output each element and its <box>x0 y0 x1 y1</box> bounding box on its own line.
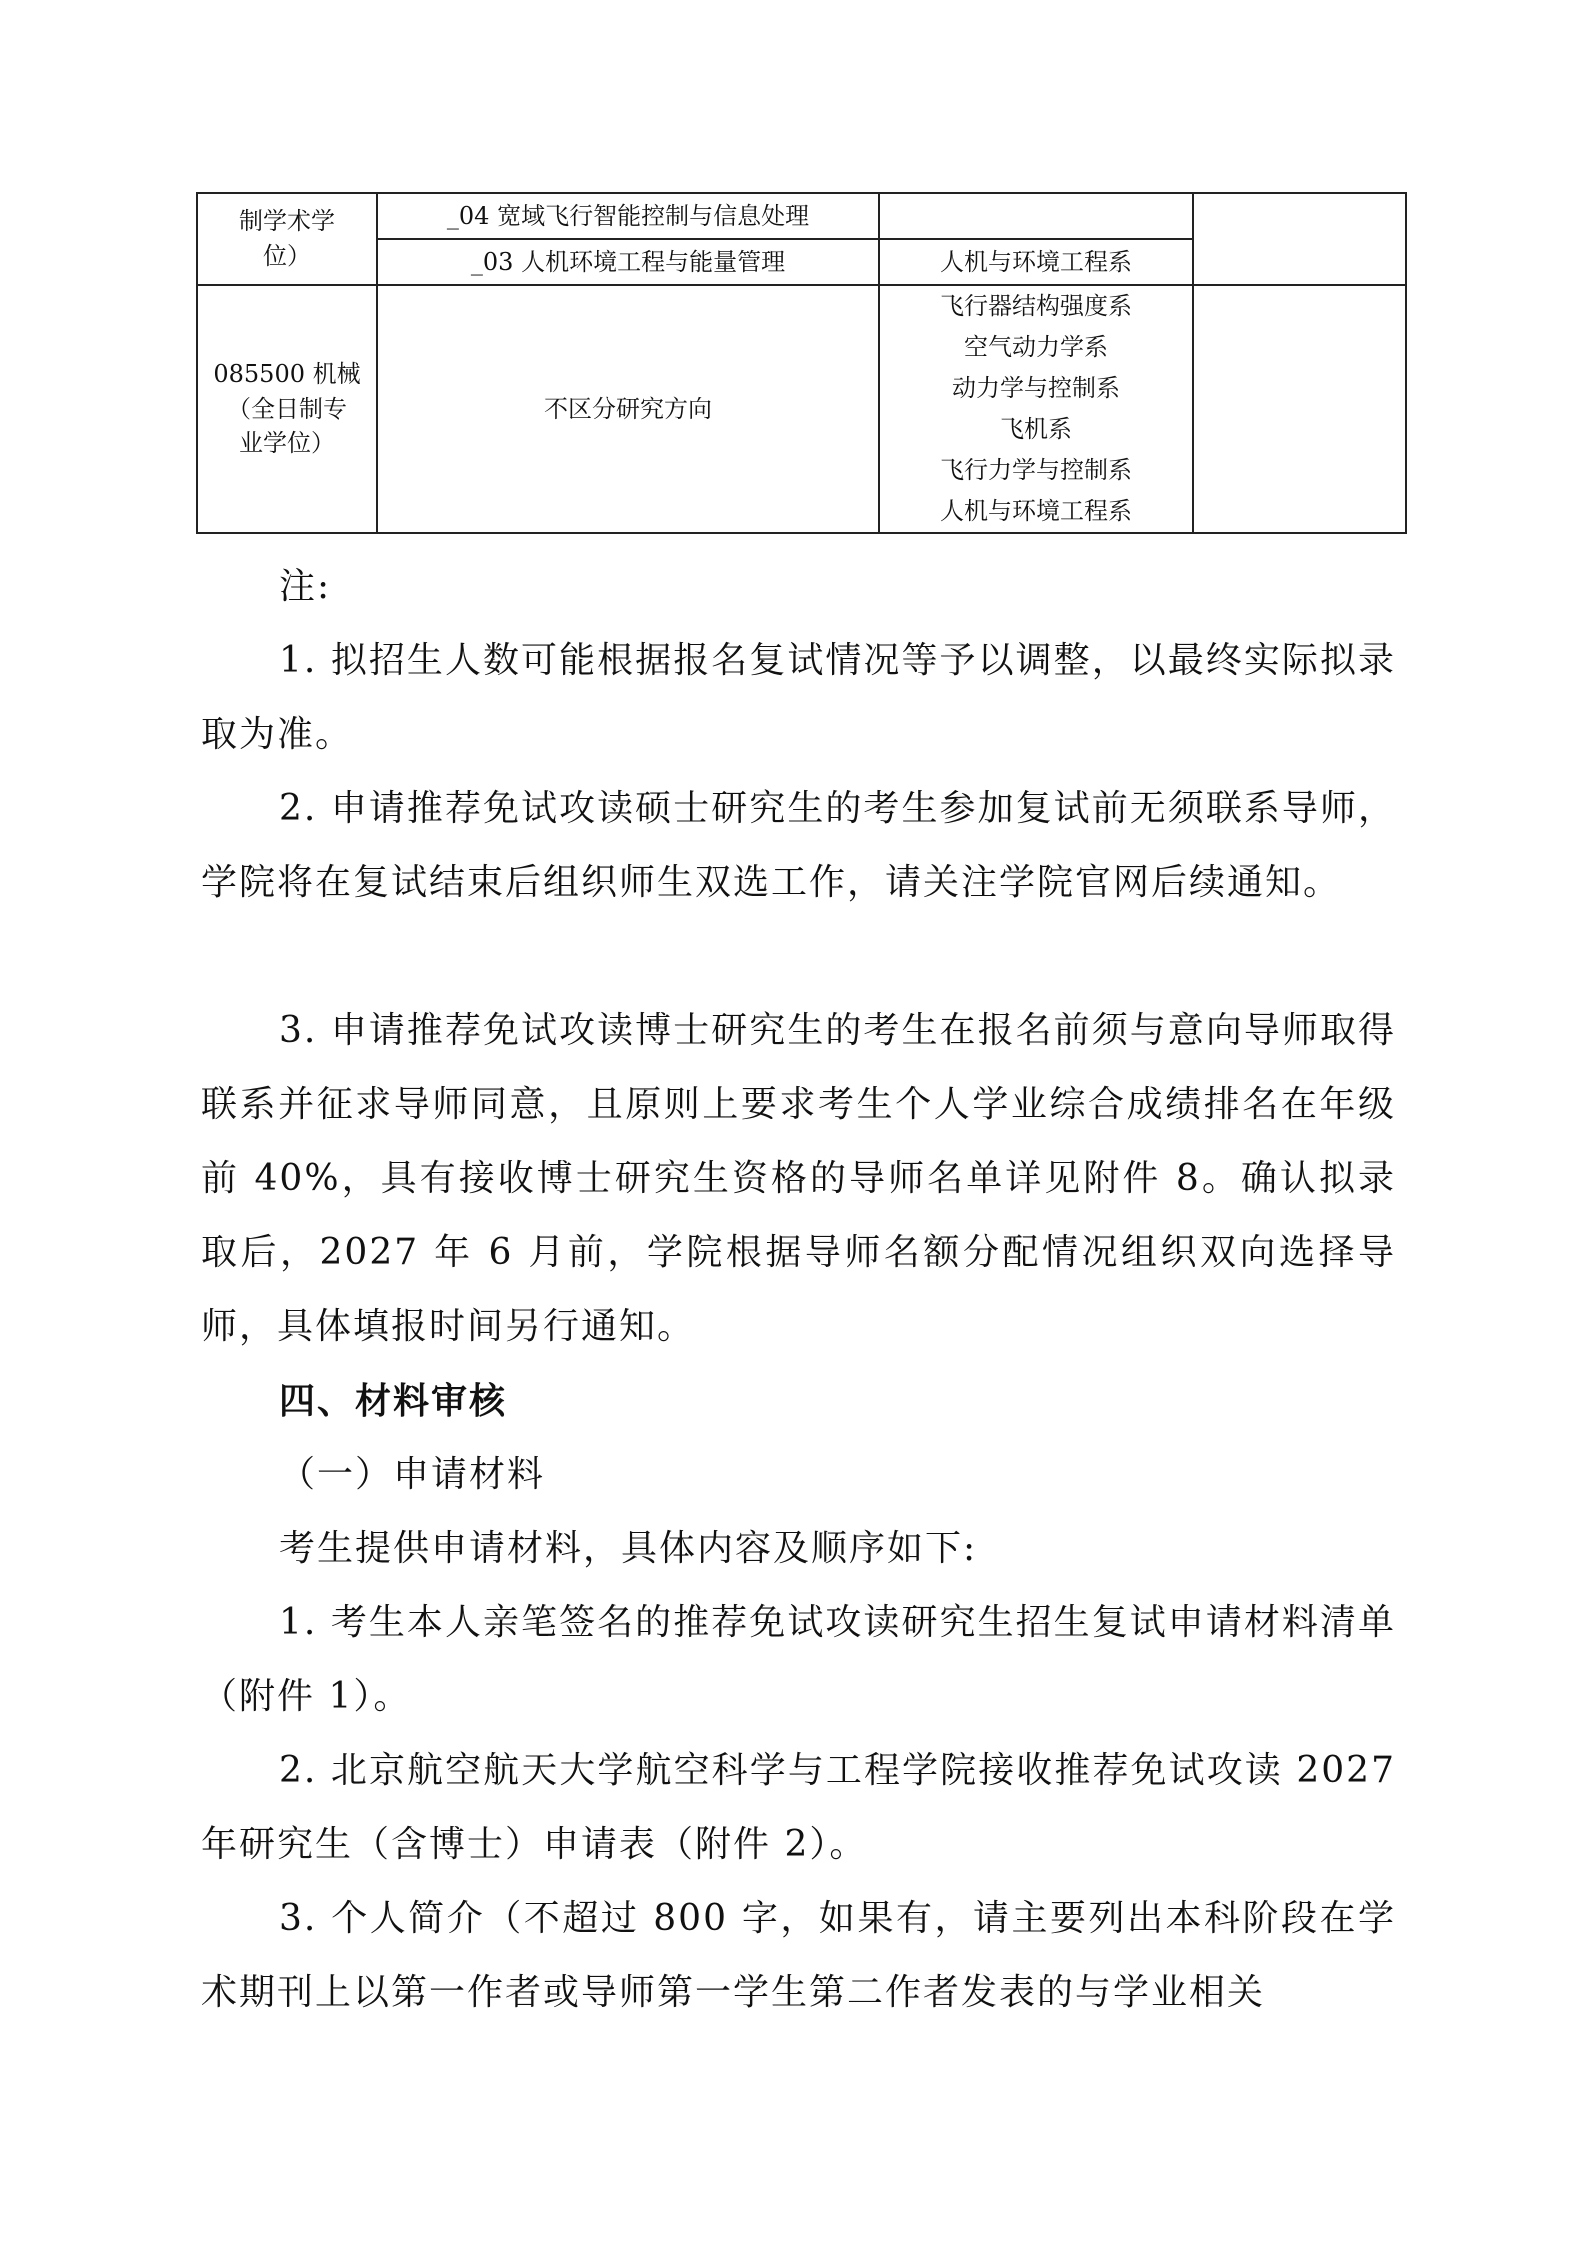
notes-heading: 注: <box>279 566 332 607</box>
department-item: 人机与环境工程系 <box>940 497 1132 525</box>
department-item: 飞行力学与控制系 <box>940 456 1132 484</box>
department-item: 动力学与控制系 <box>952 374 1120 402</box>
degree-line: （全日制专 <box>227 394 347 423</box>
degree-line: 085500 机械 <box>213 359 361 388</box>
direction-cell: 不区分研究方向 <box>377 285 879 533</box>
material-item-1: 1. 考生本人亲笔签名的推荐免试攻读研究生招生复试申请材料清单（附件 1）。 <box>201 1602 1396 1717</box>
note-item-1: 1. 拟招生人数可能根据报名复试情况等予以调整，以最终实际拟录取为准。 <box>201 640 1396 755</box>
degree-line: 位） <box>263 242 311 270</box>
degree-line: 业学位） <box>239 429 335 458</box>
quota-cell <box>1193 285 1406 533</box>
materials-intro: 考生提供申请材料，具体内容及顺序如下: <box>279 1528 978 1569</box>
material-item-3: 3. 个人简介（不超过 800 字，如果有，请主要列出本科阶段在学术期刊上以第一作者或导师第一学生第二作者发表的与学业相关 <box>201 1898 1396 2013</box>
department-cell: 人机与环境工程系 <box>879 239 1193 285</box>
department-item: 飞行器结构强度系 <box>940 292 1132 320</box>
quota-cell <box>1193 193 1406 285</box>
degree-cell <box>197 193 377 285</box>
table-row <box>197 193 1406 239</box>
degree-line: 制学术学 <box>239 207 335 236</box>
table-row <box>197 285 1406 533</box>
department-item: 飞机系 <box>1000 415 1072 443</box>
program-table <box>196 192 1407 534</box>
degree-cell <box>197 285 377 533</box>
department-cell <box>879 193 1193 239</box>
section-heading: 四、材料审核 <box>279 1380 508 1422</box>
direction-cell: _03 人机环境工程与能量管理 <box>377 239 879 285</box>
note-item-2: 2. 申请推荐免试攻读硕士研究生的考生参加复试前无须联系导师，学院将在复试结束后组织师生双选工作，请关注学院官网后续通知。 <box>201 788 1396 903</box>
department-list-cell <box>879 285 1193 533</box>
department-item: 空气动力学系 <box>964 333 1108 361</box>
subsection-heading: （一）申请材料 <box>279 1454 546 1495</box>
note-item-3: 3. 申请推荐免试攻读博士研究生的考生在报名前须与意向导师取得联系并征求导师同意，且原则上要求考生个人学业综合成绩排名在年级前 40%，具有接收博士研究生资格的导师名单详见附件 8。确认拟录取后，2027 年 6 月前，学院根据导师名额分配情况组织双向选择导师，具体填报时间另行通知。 <box>201 1010 1396 1347</box>
direction-cell: _04 宽域飞行智能控制与信息处理 <box>377 193 879 239</box>
material-item-2: 2. 北京航空航天大学航空科学与工程学院接收推荐免试攻读 2027 年研究生（含博士）申请表（附件 2）。 <box>201 1750 1396 1865</box>
